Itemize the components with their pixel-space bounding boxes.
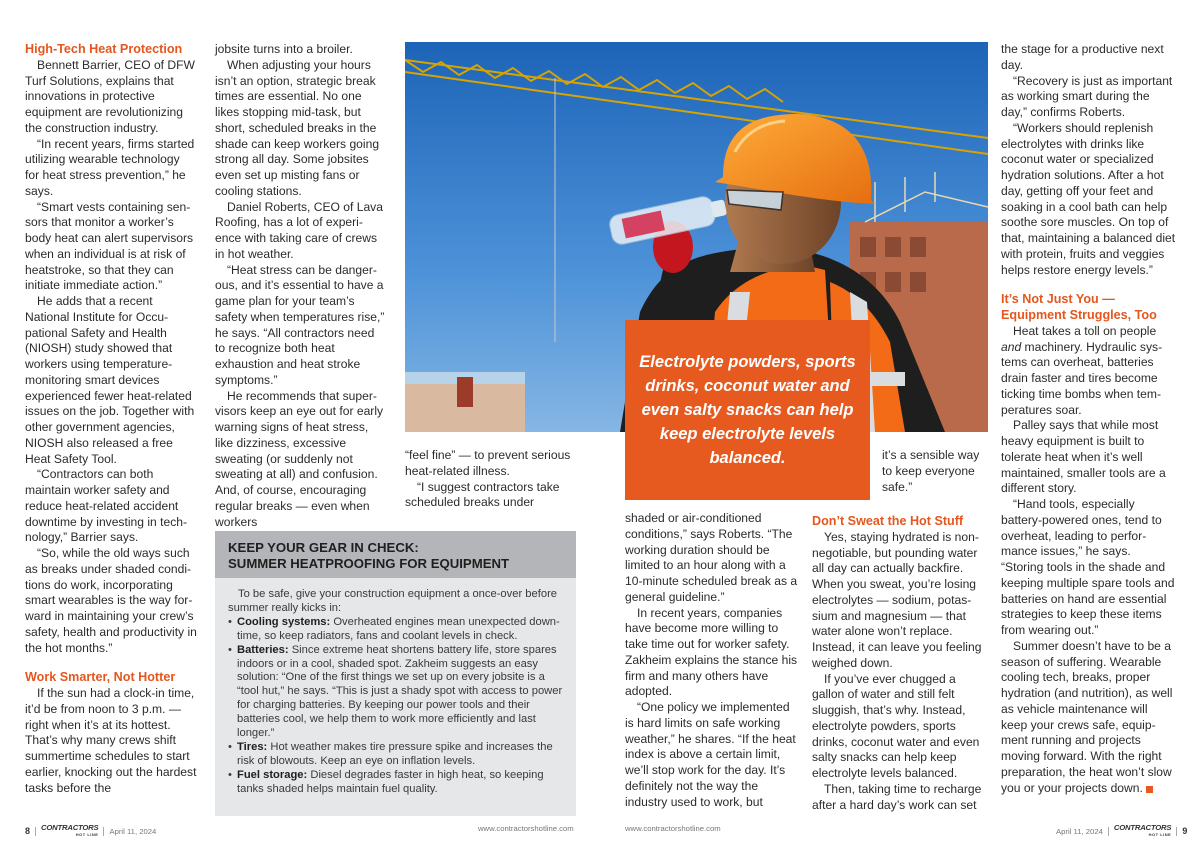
- list-item-term: Batteries:: [237, 643, 289, 656]
- paragraph: “Workers should replenish electrolytes with drinks like coconut water or specialized hydration solutions. After a hot day, getting off your feet and soaking in a cool bath can help soothe sore muscles. On top of that, maintaining a balanced diet with protein, fruits and veggies helps restore energy levels.”: [1001, 120, 1176, 277]
- publication-logo: CONTRACTORS HOT LINE: [1113, 823, 1172, 837]
- page-number: 9: [1182, 826, 1188, 836]
- paragraph: He adds that a recent National Institute for Occupational Safety and Health (NIOSH) study showed that workers using temperature-monitoring smart devices experienced fewer heat-related issues on the job. Together with other government agencies, NIOSH also released a free Heat Safety Tool.: [25, 294, 195, 466]
- publication-logo: CONTRACTORS HOT LINE: [41, 823, 99, 837]
- list-item-term: Tires:: [237, 740, 268, 753]
- paragraph: “One policy we implemented is hard limits on safe working weather,” he shares. “If the heat index is above a certain limit, we’ll stop work for the day. It’s definitely not the way the industry used to work, but: [625, 700, 796, 809]
- list-item: [228, 644, 563, 741]
- list-item: [228, 616, 563, 644]
- paragraph: Daniel Roberts, CEO of Lava Roofing, has a lot of experience with taking care of crews in hot weather.: [215, 199, 383, 261]
- paragraph: the stage for a productive next day.: [1001, 42, 1164, 72]
- paragraph: “Hand tools, especially battery-powered ones, tend to overheat, leading to performance issues,” he says. “Storing tools in the shade and keeping multiple spare tools and batteries on hand are essential strategies to keep these items from wearing out.”: [1001, 497, 1175, 637]
- website-url[interactable]: www.contractorshotline.com: [625, 824, 721, 833]
- paragraph: Palley says that while most heavy equipment is built to tolerate heat when it’s well maintained, smaller tools are a different story.: [1001, 418, 1166, 496]
- sidebar-title-line: SUMMER HEATPROOFING FOR EQUIPMENT: [228, 555, 510, 571]
- paragraph: “I suggest contractors take scheduled breaks under: [405, 479, 560, 510]
- column-2: [215, 42, 385, 530]
- equipment-sidebar: [215, 531, 576, 816]
- footer-url-right: [625, 824, 721, 833]
- column-6: [1001, 42, 1176, 796]
- paragraph: Bennett Barrier, CEO of DFW Turf Solutions, explains that innovations in protective equipment are revolutionizing the construction industry.: [25, 57, 195, 135]
- divider: [1108, 827, 1109, 836]
- sidebar-title: [215, 531, 576, 578]
- pull-quote-text: Electrolyte powders, sports drinks, coconut water and even salty snacks can help keep electrolyte levels balanced.: [639, 353, 856, 467]
- list-item-text: Diesel degrades faster in high heat, so keeping tanks shaded helps maintain fuel quality.: [237, 768, 544, 795]
- end-mark-icon: [1146, 786, 1153, 793]
- sidebar-intro: To be safe, give your construction equipment a once-over before summer really kicks in:: [228, 588, 558, 614]
- column-4: [625, 511, 799, 810]
- paragraph: If you’ve ever chugged a gallon of water and still felt sluggish, that’s why. Instead, electrolyte powders, sports drinks, coconut water and even salty snacks can help keep electrolyte levels balanced.: [812, 671, 980, 780]
- pull-quote: [625, 320, 870, 500]
- paragraph: “Recovery is just as important as working smart during the day,” confirms Roberts.: [1001, 73, 1173, 119]
- list-item-term: Cooling systems:: [237, 615, 331, 628]
- heading-equipment-struggles: It’s Not Just You — Equipment Struggles, Too: [1001, 292, 1157, 322]
- heading-dont-sweat: Don’t Sweat the Hot Stuff: [812, 514, 964, 528]
- issue-date: April 11, 2024: [1056, 826, 1103, 836]
- list-item-text: Since extreme heat shortens battery life, store spares indoors or in a cool, shaded spot. Zakheim suggests an easy solution: “One of the first things we set up on every jobsite is a “tool hut,” he says. “This is just a shady spot with access to power for charging batteries. By keeping our power tools and their batteries cool, we help them to work more efficiently and last longer.”: [237, 643, 563, 740]
- sidebar-body: [215, 578, 576, 797]
- list-item-term: Fuel storage:: [237, 768, 308, 781]
- paragraph: Yes, staying hydrated is non-negotiable, but pounding water all day can actually backfire. When you sweat, you’re losing electrolytes — sodium, potassium and magnesium — that water alone won’t replace. Instead, it can leave you feeling weighed down.: [812, 529, 982, 670]
- issue-date: April 11, 2024: [109, 826, 157, 836]
- column-1: [25, 42, 197, 796]
- paragraph: jobsite turns into a broiler.: [215, 42, 353, 56]
- paragraph: “So, while the old ways such as breaks under shaded conditions do work, incorporating smart wearables is the way forward in maintaining your crew’s safety, health and productivity in the hot months.”: [25, 546, 197, 655]
- paragraph: In recent years, companies have become more willing to take time out for worker safety. Zakheim explains the stance his firm and many others have adopted.: [625, 605, 798, 699]
- column-5-top: [882, 448, 982, 495]
- heading-work-smarter: Work Smarter, Not Hotter: [25, 670, 176, 685]
- list-item-text: Overheated engines mean unexpected downtime, so keep radiators, fans and coolant levels in check.: [237, 615, 560, 642]
- paragraph: “Heat stress can be dangerous, and it’s essential to have a game plan for your team’s safety when temperatures rise,” he says. “All contractors need to recognize both heat exhaustion and heat stroke symptoms.”: [215, 262, 385, 387]
- paragraph: Summer doesn’t have to be a season of suffering. Wearable cooling tech, breaks, proper hydration (and nutrition), as well as vehicle maintenance will keep your crews safe, equipment running and projects moving forward. With the right preparation, the heat won’t slow you or your projects down.: [1001, 638, 1173, 795]
- paragraph: Then, taking time to recharge after a hard day’s work can set: [812, 781, 982, 812]
- paragraph: “In recent years, firms started utilizing wearable technology for heat stress prevention,” he says.: [25, 136, 195, 198]
- heading-high-tech-heat-protection: High-Tech Heat Protection: [25, 42, 183, 56]
- footer-right: [1056, 824, 1187, 838]
- paragraph: “Contractors can both maintain worker safety and reduce heat-related accident downtime by investing in technology,” Barrier says.: [25, 467, 188, 545]
- divider: [103, 827, 104, 836]
- list-item: [228, 741, 563, 769]
- column-3: [405, 448, 573, 511]
- divider: [35, 827, 36, 836]
- paragraph: “feel fine” — to prevent serious heat-related illness.: [405, 448, 571, 478]
- paragraph: Heat takes a toll on people and machinery. Hydraulic systems can overheat, batteries drain faster and tires become ticking time bombs when temperatures soar.: [1001, 323, 1163, 417]
- list-item: [228, 769, 563, 797]
- page-number: 8: [25, 826, 31, 836]
- paragraph: it’s a sensible way to keep everyone safe.”: [882, 448, 980, 494]
- footer-url-left: [478, 824, 574, 833]
- paragraph: If the sun had a clock-in time, it’d be from noon to 3 p.m. — right when it’s at its hottest. That’s why many crews shift summertime schedules to start earlier, knocking out the hardest tasks before the: [25, 686, 197, 795]
- paragraph: When adjusting your hours isn’t an option, strategic break times are essential. No one likes stopping mid-task, but short, scheduled breaks in the shade can keep workers going strong all day. Some jobsites even set up misting fans or cooling stations.: [215, 57, 380, 198]
- website-url[interactable]: www.contractorshotline.com: [478, 824, 574, 833]
- paragraph: shaded or air-conditioned conditions,” says Roberts. “The working duration should be limited to an hour along with a 10-minute scheduled break as a general guideline.”: [625, 511, 798, 604]
- footer-left: [25, 824, 156, 838]
- list-item-text: Hot weather makes tire pressure spike and increases the risk of blowouts. Keep an eye on inflation levels.: [237, 740, 553, 767]
- paragraph: He recommends that supervisors keep an eye out for early warning signs of heat stress, like dizziness, excessive sweating (or suddenly not sweating at all) and confusion. And, of course, encouraging regular breaks — even when workers: [215, 388, 384, 529]
- sidebar-title-line: KEEP YOUR GEAR IN CHECK:: [228, 540, 419, 555]
- column-5: [812, 514, 984, 813]
- paragraph: “Smart vests containing sensors that monitor a worker’s body heat can alert supervisors when an individual is at risk of heatstroke, so that they can initiate immediate action.”: [25, 199, 194, 293]
- divider: [1176, 827, 1177, 836]
- sidebar-list: [228, 616, 563, 797]
